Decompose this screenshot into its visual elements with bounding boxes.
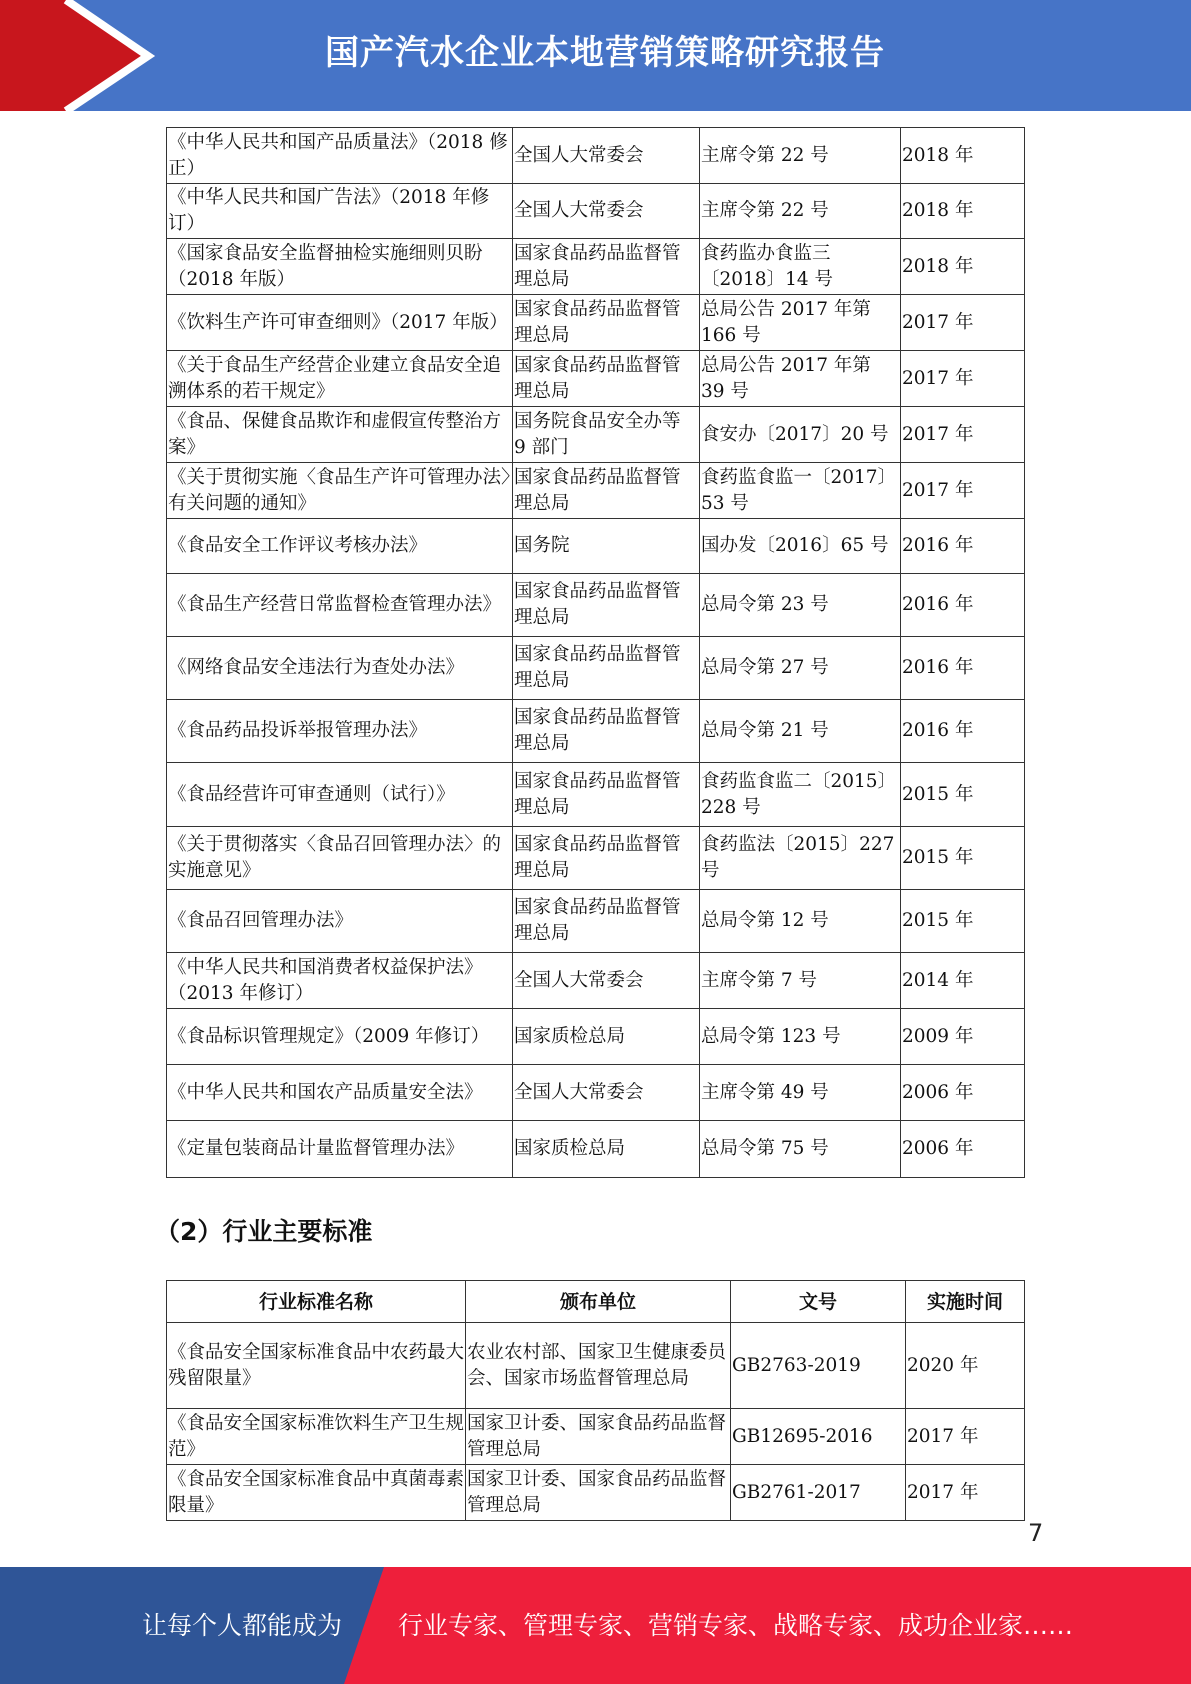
issuer-cell: 全国人大常委会	[513, 1065, 700, 1121]
year-cell: 2014 年	[901, 953, 1025, 1009]
year-cell: 2016 年	[901, 574, 1025, 637]
law-name-cell: 《关于贯彻落实〈食品召回管理办法〉的实施意见》	[167, 827, 513, 890]
issuer-cell: 国家食品药品监督管理总局	[513, 890, 700, 953]
table-row	[167, 1465, 1025, 1521]
doc-number-cell: 主席令第 22 号	[700, 128, 901, 184]
year-cell: 2017 年	[901, 407, 1025, 463]
doc-number-cell: 主席令第 49 号	[700, 1065, 901, 1121]
year-cell: 2015 年	[901, 827, 1025, 890]
law-name-cell: 《食品药品投诉举报管理办法》	[167, 700, 513, 763]
year-cell: 2006 年	[901, 1121, 1025, 1178]
year-cell: 2018 年	[901, 239, 1025, 295]
doc-number-cell: 总局令第 123 号	[700, 1009, 901, 1065]
footer-slogan-right: 行业专家、管理专家、营销专家、战略专家、成功企业家……	[398, 1611, 1074, 1640]
law-name-cell: 《饮料生产许可审查细则》（2017 年版）	[167, 295, 513, 351]
law-name-cell: 《网络食品安全违法行为查处办法》	[167, 637, 513, 700]
year-cell: 2018 年	[901, 128, 1025, 184]
doc-number-cell: 食药监法〔2015〕227 号	[700, 827, 901, 890]
laws-table	[166, 127, 1025, 1178]
year-cell: 2006 年	[901, 1065, 1025, 1121]
table-row	[167, 1409, 1025, 1465]
year-cell: 2017 年	[901, 351, 1025, 407]
year-cell: 2017 年	[906, 1465, 1025, 1521]
table-row	[167, 890, 1025, 953]
law-name-cell: 《食品生产经营日常监督检查管理办法》	[167, 574, 513, 637]
doc-number-cell: 总局令第 23 号	[700, 574, 901, 637]
year-cell: 2016 年	[901, 519, 1025, 574]
law-name-cell: 《中华人民共和国消费者权益保护法》（2013 年修订）	[167, 953, 513, 1009]
footer-slogan-left: 让每个人都能成为	[142, 1611, 343, 1640]
header-standard-name: 行业标准名称	[167, 1281, 466, 1323]
table-row	[167, 574, 1025, 637]
table-row	[167, 184, 1025, 239]
year-cell: 2018 年	[901, 184, 1025, 239]
issuer-cell: 国家食品药品监督管理总局	[513, 637, 700, 700]
table-row	[167, 637, 1025, 700]
table-row	[167, 519, 1025, 574]
issuer-cell: 国家卫计委、国家食品药品监督管理总局	[466, 1409, 731, 1465]
table-row	[167, 1323, 1025, 1409]
year-cell: 2017 年	[906, 1409, 1025, 1465]
table-row	[167, 295, 1025, 351]
doc-number-cell: 主席令第 22 号	[700, 184, 901, 239]
standard-name-cell: 《食品安全国家标准食品中真菌毒素限量》	[167, 1465, 466, 1521]
doc-number-cell: 食药监食监二〔2015〕228 号	[700, 763, 901, 827]
year-cell: 2015 年	[901, 890, 1025, 953]
issuer-cell: 国家食品药品监督管理总局	[513, 700, 700, 763]
issuer-cell: 国家食品药品监督管理总局	[513, 351, 700, 407]
year-cell: 2015 年	[901, 763, 1025, 827]
table-row	[167, 763, 1025, 827]
header-issuer: 颁布单位	[466, 1281, 731, 1323]
law-name-cell: 《食品安全工作评议考核办法》	[167, 519, 513, 574]
header-doc-number: 文号	[731, 1281, 906, 1323]
year-cell: 2017 年	[901, 295, 1025, 351]
doc-number-cell: 主席令第 7 号	[700, 953, 901, 1009]
page-footer	[0, 1567, 1191, 1684]
law-name-cell: 《中华人民共和国农产品质量安全法》	[167, 1065, 513, 1121]
doc-number-cell: 总局令第 27 号	[700, 637, 901, 700]
issuer-cell: 国家卫计委、国家食品药品监督管理总局	[466, 1465, 731, 1521]
table-row	[167, 827, 1025, 890]
doc-number-cell: GB2763-2019	[731, 1323, 906, 1409]
table-row	[167, 1065, 1025, 1121]
issuer-cell: 国家食品药品监督管理总局	[513, 295, 700, 351]
standard-name-cell: 《食品安全国家标准食品中农药最大残留限量》	[167, 1323, 466, 1409]
table-row	[167, 407, 1025, 463]
doc-number-cell: 食安办〔2017〕20 号	[700, 407, 901, 463]
doc-number-cell: 总局公告 2017 年第 39 号	[700, 351, 901, 407]
table-row	[167, 1009, 1025, 1065]
issuer-cell: 国家食品药品监督管理总局	[513, 463, 700, 519]
issuer-cell: 国家食品药品监督管理总局	[513, 239, 700, 295]
issuer-cell: 国务院食品安全办等 9 部门	[513, 407, 700, 463]
table-row	[167, 1121, 1025, 1178]
issuer-cell: 全国人大常委会	[513, 184, 700, 239]
law-name-cell: 《国家食品安全监督抽检实施细则贝盼（2018 年版）	[167, 239, 513, 295]
law-name-cell: 《食品标识管理规定》（2009 年修订）	[167, 1009, 513, 1065]
table-row	[167, 128, 1025, 184]
doc-number-cell: 食药监办食监三〔2018〕14 号	[700, 239, 901, 295]
issuer-cell: 国家食品药品监督管理总局	[513, 827, 700, 890]
standard-name-cell: 《食品安全国家标准饮料生产卫生规范》	[167, 1409, 466, 1465]
doc-number-cell: 总局令第 12 号	[700, 890, 901, 953]
issuer-cell: 全国人大常委会	[513, 128, 700, 184]
law-name-cell: 《中华人民共和国产品质量法》（2018 修正）	[167, 128, 513, 184]
law-name-cell: 《关于贯彻实施〈食品生产许可管理办法〉有关问题的通知》	[167, 463, 513, 519]
year-cell: 2020 年	[906, 1323, 1025, 1409]
header-effective-date: 实施时间	[906, 1281, 1025, 1323]
year-cell: 2009 年	[901, 1009, 1025, 1065]
doc-number-cell: 总局令第 21 号	[700, 700, 901, 763]
issuer-cell: 国务院	[513, 519, 700, 574]
section-title: （2）行业主要标准	[155, 1217, 373, 1246]
doc-number-cell: 总局公告 2017 年第 166 号	[700, 295, 901, 351]
issuer-cell: 农业农村部、国家卫生健康委员会、国家市场监督管理总局	[466, 1323, 731, 1409]
issuer-cell: 全国人大常委会	[513, 953, 700, 1009]
standards-table	[166, 1280, 1025, 1521]
issuer-cell: 国家质检总局	[513, 1009, 700, 1065]
issuer-cell: 国家食品药品监督管理总局	[513, 763, 700, 827]
doc-number-cell: 国办发〔2016〕65 号	[700, 519, 901, 574]
doc-number-cell: 总局令第 75 号	[700, 1121, 901, 1178]
table-row	[167, 239, 1025, 295]
law-name-cell: 《食品、保健食品欺诈和虚假宣传整治方案》	[167, 407, 513, 463]
law-name-cell: 《中华人民共和国广告法》（2018 年修订）	[167, 184, 513, 239]
law-name-cell: 《定量包装商品计量监督管理办法》	[167, 1121, 513, 1178]
law-name-cell: 《食品经营许可审查通则（试行）》	[167, 763, 513, 827]
doc-number-cell: GB2761-2017	[731, 1465, 906, 1521]
table-row	[167, 700, 1025, 763]
doc-number-cell: GB12695-2016	[731, 1409, 906, 1465]
page-header	[0, 0, 1191, 111]
issuer-cell: 国家食品药品监督管理总局	[513, 574, 700, 637]
report-title: 国产汽水企业本地营销策略研究报告	[325, 33, 885, 73]
table-row	[167, 953, 1025, 1009]
table-row	[167, 351, 1025, 407]
doc-number-cell: 食药监食监一〔2017〕53 号	[700, 463, 901, 519]
page-number: 7	[1028, 1519, 1044, 1547]
year-cell: 2017 年	[901, 463, 1025, 519]
year-cell: 2016 年	[901, 637, 1025, 700]
law-name-cell: 《关于食品生产经营企业建立食品安全追溯体系的若干规定》	[167, 351, 513, 407]
issuer-cell: 国家质检总局	[513, 1121, 700, 1178]
law-name-cell: 《食品召回管理办法》	[167, 890, 513, 953]
year-cell: 2016 年	[901, 700, 1025, 763]
table-row	[167, 463, 1025, 519]
